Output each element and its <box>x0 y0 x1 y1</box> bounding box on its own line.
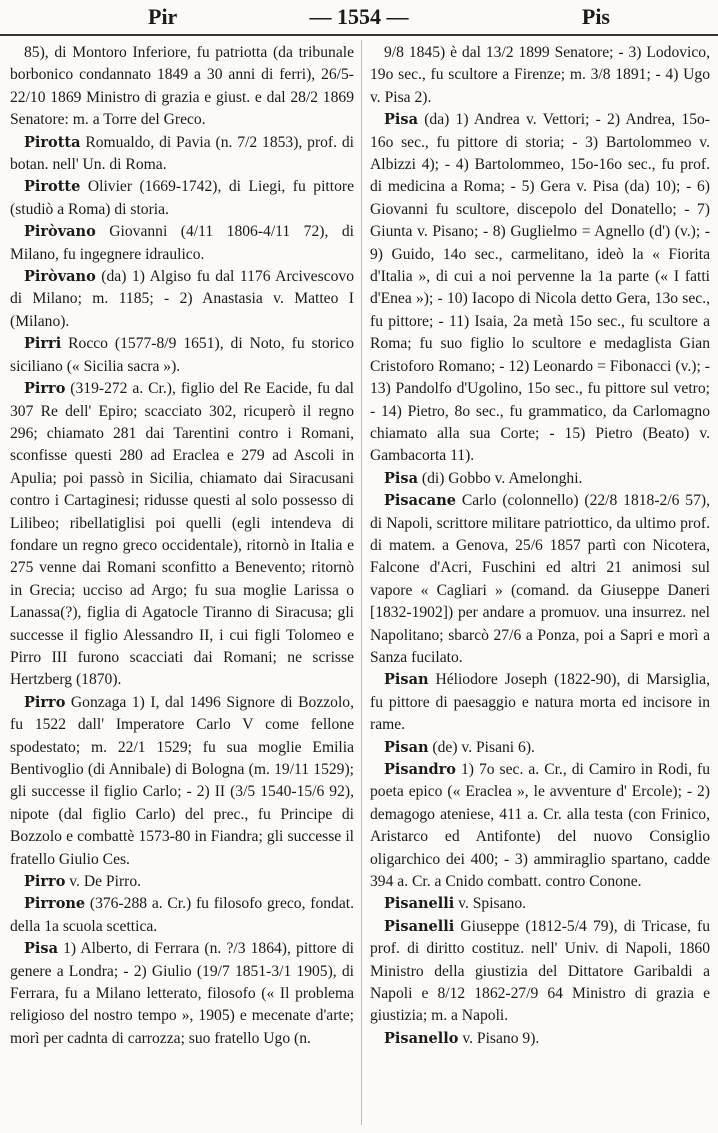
right-column <box>370 42 710 1122</box>
entry-text: Gonzaga 1) I, dal 1496 Signore di Bozzolo, fu 1522 dall' Imperatore Carlo V come fellone spodestato; m. 22/1 1529; fu sua moglie Emilia Bentivoglio (di Annibale) di Bologna (m. 19/11 1529); gli successe il figlio Carlo; - 2) II (3/5 1540-15/6 92), nipote (dal figlio Carlo) del prec., fu Principe di Bozzolo e combattè 1573-80 in Fiandra; gli successe il fratello Giulio Ces. <box>10 693 354 868</box>
entry <box>10 692 354 871</box>
headword: Pisan <box>384 738 429 756</box>
headword: Pisanello <box>384 1029 459 1047</box>
headword: Pirotta <box>24 133 81 151</box>
headword: Pisa <box>24 940 58 958</box>
header-left-guide-word: Pir <box>148 4 178 29</box>
entry-text: Giovanni (4/11 1806-4/11 72), di Milano, fu ingegnere idraulico. <box>10 223 354 263</box>
entry-text: Carlo (colonnello) (22/8 1818-2/6 57), di Napoli, scrittore militare patriottico, da ultimo prof. di matem. a Genova, 25/6 1857 partì con Nicotera, Falcone d'Acri, Fuschini ed altri 21 animosi sul vapore « Cagliari » (comand. da Giuseppe Daneri [1832-1902]) per andare a promuov. una insurrez. nel Napolitano; sbarcò 27/6 a Ponza, poi a Sapri e morì a Sanza fucilato. <box>370 492 710 666</box>
left-column <box>10 42 354 1122</box>
page-header <box>0 0 718 36</box>
entry <box>370 468 710 490</box>
headword: Pisanelli <box>384 895 455 913</box>
entry-text: (da) 1) Algiso fu dal 1176 Arcivescovo di Milano; m. 1185; - 2) Anastasia v. Matteo I (Milano). <box>10 268 354 330</box>
entry <box>10 333 354 378</box>
entry <box>10 132 354 177</box>
entry <box>10 871 354 893</box>
entry-text: v. Pisano 9). <box>458 1029 540 1047</box>
headword: Pirro <box>24 873 66 891</box>
entry-text: 9/8 1845) è dal 13/2 1899 Senatore; - 3) Lodovico, 19o sec., fu scultore a Firenze; m. 3/8 1891; - 4) Ugo v. Pisa 2). <box>370 44 710 106</box>
entry-text: v. Spisano. <box>454 895 527 913</box>
entry-text: 1) Alberto, di Ferrara (n. ?/3 1864), pittore di genere a Londra; - 2) Giulio (19/7 1851-3/1 1905), di Ferrara, fu a Milano letterato, filosofo (« Il problema religioso del nostro tempo », 1905) e mecenate d'arte; morì per cadnta di carrozza; suo fratello Ugo (n. <box>10 940 354 1047</box>
entry <box>10 176 354 221</box>
entry-text: Olivier (1669-1742), di Liegi, fu pittore (studiò a Roma) di storia. <box>10 178 354 218</box>
headword: Pirro <box>24 693 66 711</box>
headword: Pisanelli <box>384 917 455 935</box>
headword: Pisandro <box>384 761 456 778</box>
entry <box>370 109 710 468</box>
entry-text: v. De Pirro. <box>65 873 142 891</box>
entry <box>370 893 710 915</box>
headword: Piròvano <box>24 268 96 286</box>
entry-text: (319-272 a. Cr.), figlio del Re Eacide, fu dal 307 Re dell' Epiro; scacciato 302, ricuperò il regno 296; chiamato 281 dai Tarentini contro i Romani, sconfisse questi 280 ad Eraclea e 279 ad Ascoli in Apulia; poi passò in Sicilia, chiamato dai Siracusani contro i Cartaginesi; ridusse questi al solo possesso di Lilibeo; ribellatiglisi poi quelli (egli intendeva di fondare un regno greco occidentale), ritornò in Italia e 275 venne dai Romani sconfitto a Benevento; ritornò in Grecia; ucciso ad Argo; fu sua moglie Larissa o Lanassa(?), figlia di Agatocle Tiranno di Siracusa; gli successe il figlio Alessandro II, i cui figli Tolomeo e Pirro III furono scacciati dai Romani; ne scrisse Hertzberg (1870). <box>10 380 354 689</box>
column-divider <box>361 40 362 1125</box>
headword: Pisan <box>384 671 429 689</box>
entry-text: Rocco (1577-8/9 1651), di Noto, fu storico siciliano (« Sicilia sacra »). <box>10 335 354 375</box>
headword: Pisacane <box>384 492 456 510</box>
headword: Pisa <box>384 111 418 129</box>
headword: Pirro <box>24 380 66 398</box>
headword: Pirri <box>24 335 62 353</box>
entry <box>10 378 354 692</box>
entry <box>370 42 710 109</box>
headword: Pisa <box>384 469 418 487</box>
entry-text: (376-288 a. Cr.) fu filosofo greco, fondat. della 1a scuola scettica. <box>10 895 354 935</box>
entry <box>10 221 354 266</box>
entry-text: 1) 7o sec. a. Cr., di Camiro in Rodi, fu poeta epico (« Eraclea », le avventure d' Ercole); - 2) demagogo ateniese, 411 a. Cr. alla testa (con Frinico, Aristarco ed Antifonte) del nuovo Consiglio oligarchico dei 400; - 3) ammiraglio spartano, cadde 394 a. Cr. a Cnido combatt. contro Conone. <box>370 761 710 891</box>
page-number: — 1554 — <box>309 4 409 29</box>
entry <box>370 490 710 669</box>
headword: Piròvano <box>24 223 96 241</box>
entry-text: Héliodore Joseph (1822-90), di Marsiglia, fu pittore di paesaggio e natura morta ed incisore in rame. <box>370 671 710 734</box>
headword: Pirotte <box>24 178 81 196</box>
entry <box>10 42 354 132</box>
header-right-guide-word: Pis <box>581 4 610 29</box>
entry <box>370 669 710 736</box>
entry-text: (de) v. Pisani 6). <box>428 738 535 756</box>
entry-text: Romualdo, di Pavia (n. 7/2 1853), prof. di botan. nell' Un. di Roma. <box>10 133 354 174</box>
entry <box>10 938 354 1050</box>
entry <box>370 759 710 893</box>
entry-text: (da) 1) Andrea v. Vettori; - 2) Andrea, 15o-16o sec., fu pittore di storia; - 3) Bartolommeo v. Albizzi 4); - 4) Bartolommeo, 15o-16o sec., fu prof. di medicina a Roma; - 5) Gera v. Pisa (da) 10); - 6) Giovanni fu scultore, discepolo del Donatello; - 7) Giunta v. Pisano; - 8) Guglielmo = Agnello (d') (v.); - 9) Guido, 14o sec., carmelitano, ideò la « Fiorita d'Italia », di cui a noi pervenne la 1a parte (« I fatti d'Enea »); - 10) Iacopo di Nicola detto Gera, 13o sec., fu pittore; - 11) Isaia, 2a metà 15o sec., fu scultore a Roma; fu suo figlio lo scultore e medaglista Gian Cristoforo Romano; - 12) Leonardo = Fibonacci (v.); - 13) Pandolfo d'Ugolino, 15o sec., fu pittore sul vetro; - 14) Pietro, 8o sec., fu grammatico, da Carlomagno chiamato alla sua Corte; - 15) Pietro (Beato) v. Gambacorta 11). <box>370 111 710 465</box>
headword: Pirrone <box>24 895 86 913</box>
entry-text: Giuseppe (1812-5/4 79), di Tricase, fu prof. di diritto costituz. nell' Univ. di Napoli, 1860 Ministro della giustizia del Dittatore Garibaldi a Napoli e 8/12 1862-27/9 64 Ministro di grazia e giustizia; m. a Napoli. <box>370 917 710 1025</box>
entry-text: 85), di Montoro Inferiore, fu patriotta (da tribunale borbonico condannato 1849 a 30 anni di ferri), 26/5-22/10 1869 Ministro di grazia e giust. e dal 28/2 1869 Senatore: m. a Torre del Greco. <box>10 44 354 129</box>
entry <box>10 893 354 938</box>
entry <box>370 737 710 759</box>
entry <box>370 916 710 1028</box>
entry <box>370 1028 710 1050</box>
entry <box>10 266 354 333</box>
entry-text: (di) Gobbo v. Amelonghi. <box>417 469 583 487</box>
